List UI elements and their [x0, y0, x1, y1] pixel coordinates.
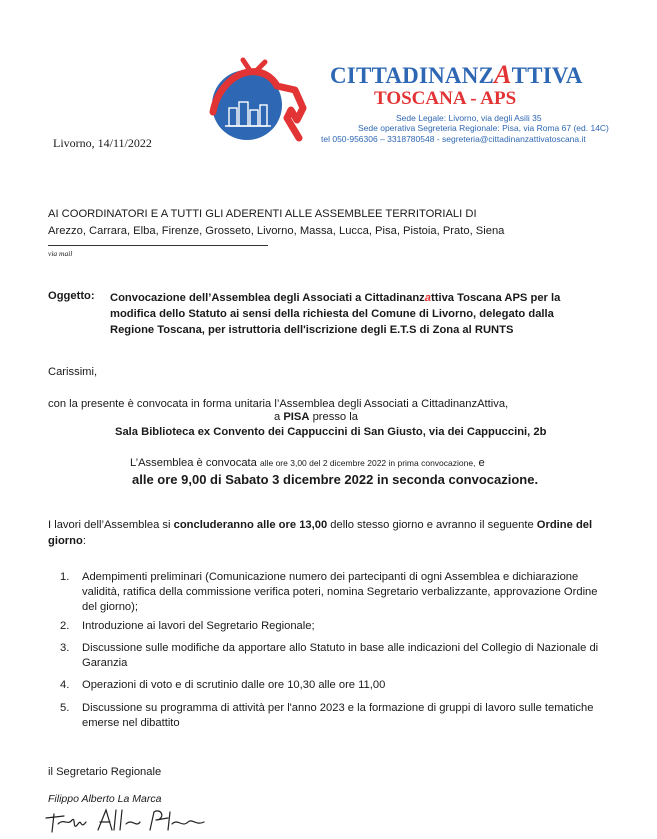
- agenda-text: Discussione su programma di attività per l'anno 2023 e la formazione di gruppi di lavoro sulle tematiche emerse nel dibattito: [82, 702, 594, 729]
- address-line-2: Sede operativa Segreteria Regionale: Pisa, via Roma 67 (ed. 14C): [358, 123, 609, 133]
- agenda-number: 5.: [60, 702, 70, 714]
- place-prefix: a: [274, 411, 284, 423]
- place-line: [274, 411, 358, 423]
- subject-a: a: [424, 292, 432, 304]
- agenda-text: Adempimenti preliminari (Comunicazione numero dei partecipanti di ogni Assemblea e dichiarazione validità, ratifica della commissione verifica poteri, nomina Segretario verbalizzante, approvazione Ordine del giorno);: [82, 571, 598, 613]
- works-e: :: [82, 535, 86, 547]
- brand-a: A: [494, 60, 512, 89]
- recipients-line-1: AI COORDINATORI E A TUTTI GLI ADERENTI ALLE ASSEMBLEE TERRITORIALI DI: [48, 208, 477, 220]
- subject-part-2: ttiva Toscana APS per la modifica dello Statuto ai sensi della richiesta del Comune di Livorno, delegato dalla Regione Toscana, per istruttoria dell'iscrizione degli E.T.S di Zona al RUNTS: [110, 292, 561, 336]
- agenda-item: [60, 678, 600, 694]
- subject-text: [110, 290, 590, 338]
- address-line-1: Sede Legale: Livorno, via degli Asili 35: [396, 113, 542, 123]
- agenda-item: [60, 619, 600, 635]
- agenda-number: 3.: [60, 642, 70, 654]
- delivery-method: via mail: [48, 249, 73, 258]
- brand-part1: CITTADINANZ: [330, 63, 495, 88]
- brand-part2: TTIVA: [511, 63, 583, 88]
- signatory-title: il Segretario Regionale: [48, 766, 162, 778]
- agenda-item: [60, 641, 600, 671]
- subject-part-1: Convocazione dell’Assemblea degli Associati a Cittadinanz: [110, 292, 425, 304]
- works-d: Ordine del giorno: [48, 519, 593, 547]
- first-convocation-a: L’Assemblea è convocata: [130, 457, 260, 469]
- works-paragraph: [48, 517, 608, 549]
- agenda-text: Operazioni di voto e di scrutinio dalle ore 10,30 alle ore 11,00: [82, 679, 386, 691]
- agenda-number: 2.: [60, 620, 70, 632]
- address-line-3: tel 050-956306 – 3318780548 - segreteria@cittadinanzattivatoscana.it: [321, 134, 586, 144]
- venue: Sala Biblioteca ex Convento dei Cappuccini di San Giusto, via dei Cappuccini, 2b: [115, 426, 547, 438]
- agenda-text: Discussione sulle modifiche da apportare allo Statuto in base alle indicazioni del Collegio di Nazionale di Garanzia: [82, 642, 599, 669]
- letter-date: Livorno, 14/11/2022: [53, 136, 152, 150]
- recipients-line-2: Arezzo, Carrara, Elba, Firenze, Grosseto, Livorno, Massa, Lucca, Pisa, Pistoia, Prato, Siena: [48, 225, 505, 237]
- place-suffix: presso la: [309, 411, 358, 423]
- first-convocation: [130, 457, 485, 469]
- first-convocation-b: e: [475, 457, 485, 469]
- agenda-number: 4.: [60, 679, 70, 691]
- second-convocation: alle ore 9,00 di Sabato 3 dicembre 2022 in seconda convocazione.: [132, 472, 539, 487]
- first-convocation-time: alle ore 3,00 del 2 dicembre 2022 in prima convocazione,: [259, 458, 476, 468]
- place-city: PISA: [283, 411, 310, 423]
- agenda-number: 1.: [60, 571, 70, 583]
- agenda-item: [60, 570, 600, 616]
- agenda-text: Introduzione ai lavori del Segretario Regionale;: [82, 620, 315, 632]
- handwritten-signature: [42, 804, 212, 834]
- greeting: Carissimi,: [48, 366, 98, 378]
- works-b: concluderanno alle ore 13,00: [173, 519, 328, 531]
- cittadinanzattiva-logo: [203, 56, 307, 146]
- signatory-name: Filippo Alberto La Marca: [48, 793, 162, 805]
- works-a: I lavori dell’Assemblea si: [48, 519, 174, 531]
- intro-text: con la presente è convocata in forma unitaria l’Assemblea degli Associati a CittadinanzAttiva,: [48, 398, 509, 410]
- brand-name: [330, 60, 583, 90]
- brand-region: TOSCANA - APS: [374, 88, 517, 109]
- divider: [48, 245, 268, 246]
- works-c: dello stesso giorno e avranno il seguente: [327, 519, 537, 531]
- subject-label: Oggetto:: [48, 290, 95, 302]
- agenda-item: [60, 701, 600, 731]
